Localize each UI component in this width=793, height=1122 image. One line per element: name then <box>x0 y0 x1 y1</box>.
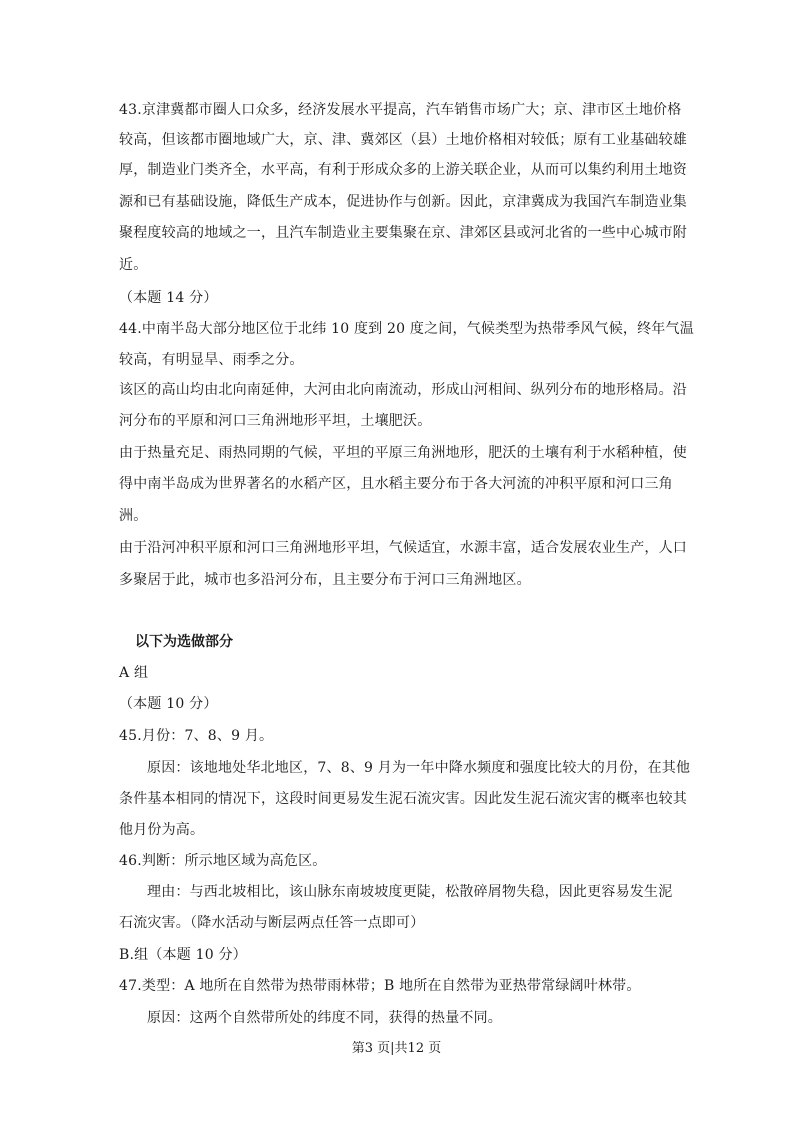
text-line: 他月份为高。 <box>119 822 205 838</box>
page-footer: 第3 页|共12 页 <box>351 1041 442 1056</box>
text-line: 多聚居于此，城市也多沿河分布，且主要分布于河口三角洲地区。 <box>119 572 531 588</box>
text-line: 聚程度较高的地域之一，且汽车制造业主要集聚在京、津郊区县或河北省的一些中心城市附 <box>119 225 687 241</box>
text-line: 河分布的平原和河口三角洲地形平坦，土壤肥沃。 <box>119 413 432 429</box>
score-note: （本题 10 分） <box>119 696 218 712</box>
text-line: 由于热量充足、雨热同期的气候，平坦的平原三角洲地形，肥沃的土壤有利于水稻种植，使 <box>119 445 687 461</box>
text-line: 原因：该地地处华北地区，7、8、9 月为一年中降水频度和强度比较大的月份，在其他 <box>147 760 691 776</box>
group-label: B.组（本题 10 分） <box>119 947 247 963</box>
text-line: 43.京津冀都市圈人口众多，经济发展水平提高，汽车销售市场广大；京、津市区土地价格 <box>119 102 682 118</box>
score-note: （本题 14 分） <box>119 290 218 306</box>
text-line: 由于沿河冲积平原和河口三角洲地形平坦，气候适宜，水源丰富，适合发展农业生产，人口 <box>119 540 687 556</box>
text-line: 得中南半岛成为世界著名的水稻产区，且水稻主要分布于各大河流的冲积平原和河口三角 <box>119 476 673 492</box>
group-label: A 组 <box>119 665 149 681</box>
text-line: 源和已有基础设施，降低生产成本，促进协作与创新。因此，京津冀成为我国汽车制造业集 <box>119 194 687 210</box>
text-line: 44.中南半岛大部分地区位于北纬 10 度到 20 度之间，气候类型为热带季风气候，终年气温 <box>119 321 694 337</box>
text-line: 45.月份：7、8、9 月。 <box>119 728 274 744</box>
text-line: 原因：这两个自然带所处的纬度不同，获得的热量不同。 <box>147 1010 502 1026</box>
text-line: 理由：与西北坡相比，该山脉东南坡坡度更陡，松散碎屑物失稳，因此更容易发生泥 <box>147 884 673 900</box>
text-line: 46.判断：所示地区域为高危区。 <box>119 853 327 869</box>
text-line: 较高，但该都市圈地域广大，京、津、冀郊区（县）土地价格相对较低；原有工业基础较雄 <box>119 132 687 148</box>
text-line: 石流灾害。（降水活动与断层两点任答一点即可） <box>119 915 425 931</box>
text-line: 厚，制造业门类齐全，水平高，有利于形成众多的上游关联企业，从而可以集约利用土地资 <box>119 162 687 178</box>
text-line: 47.类型：A 地所在自然带为热带雨林带；B 地所在自然带为亚热带常绿阔叶林带。 <box>119 978 641 994</box>
text-line: 条件基本相同的情况下，这段时间更易发生泥石流灾害。因此发生泥石流灾害的概率也较其 <box>119 791 687 807</box>
text-line: 较高，有明显旱、雨季之分。 <box>119 352 304 368</box>
section-heading: 以下为选做部分 <box>135 634 233 650</box>
text-line: 该区的高山均由北向南延伸，大河由北向南流动，形成山河相间、纵列分布的地形格局。沿 <box>119 382 687 398</box>
text-line: 洲。 <box>119 508 148 524</box>
text-line: 近。 <box>119 257 148 273</box>
